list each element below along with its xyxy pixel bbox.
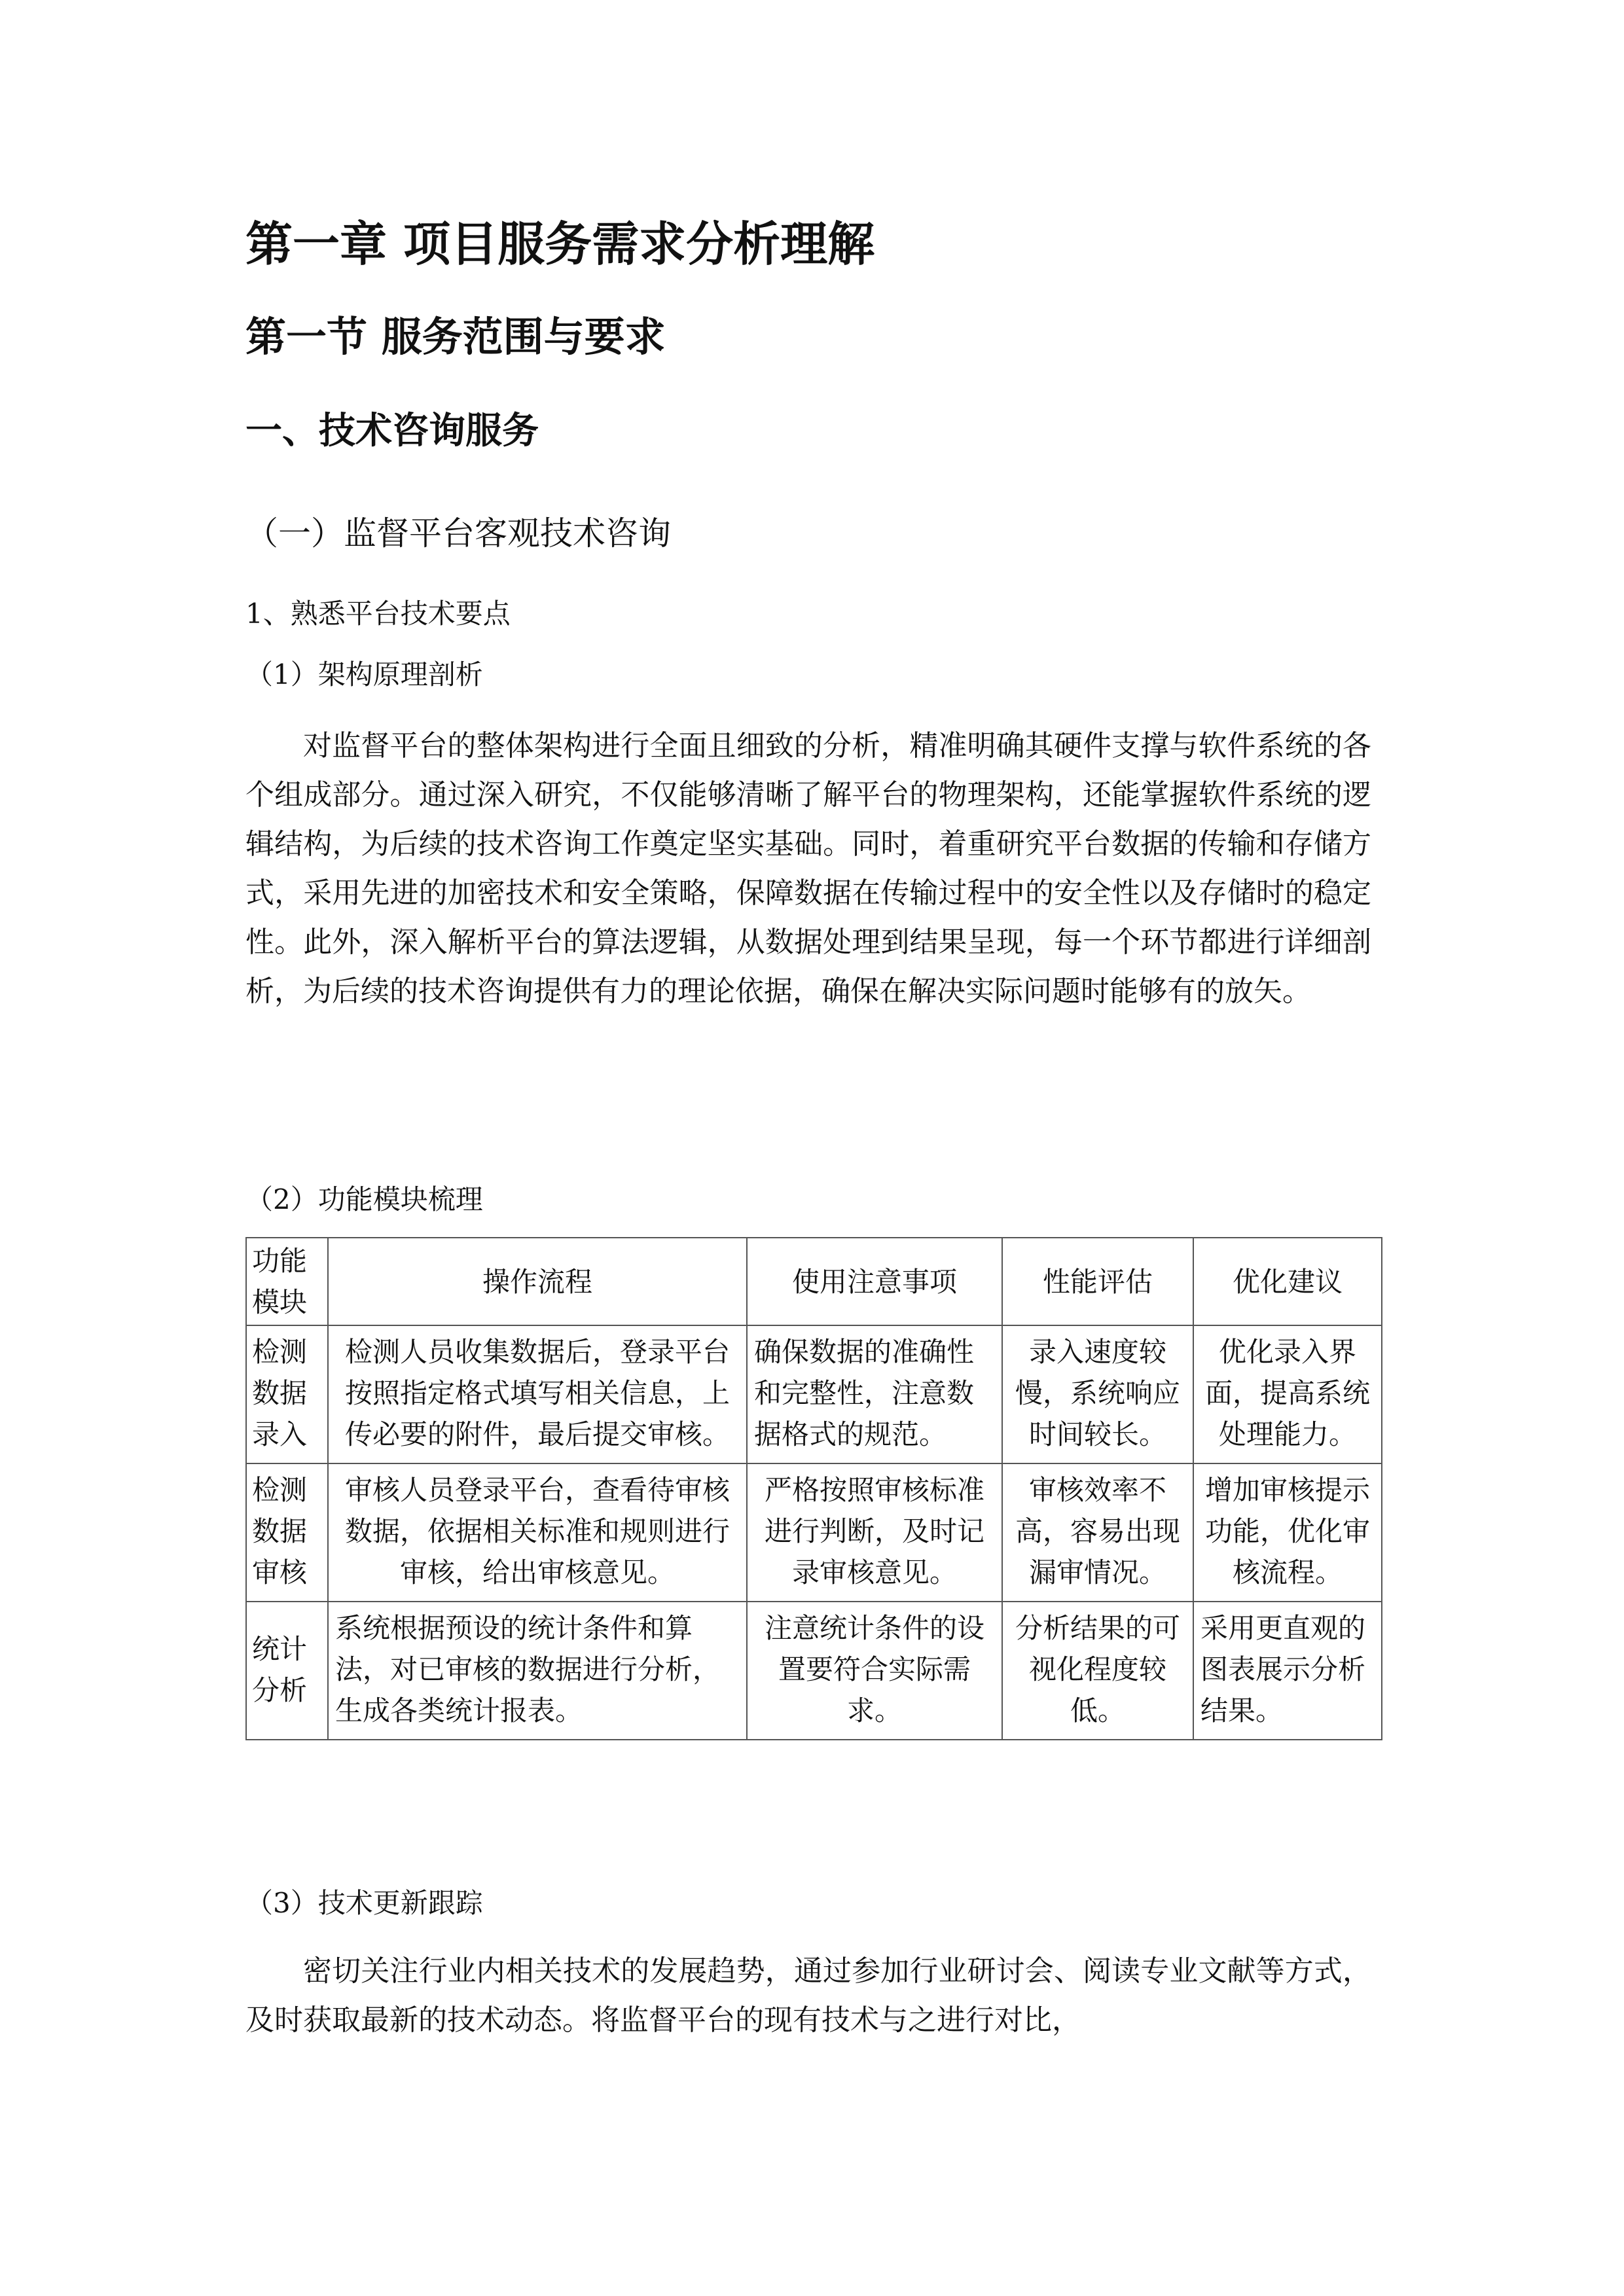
table-header-cell: 操作流程 [328, 1238, 747, 1325]
item-heading-architecture: （1）架构原理剖析 [245, 658, 483, 691]
table-cell: 分析结果的可视化程度较低。 [1002, 1602, 1193, 1740]
chapter-title: 第一章 项目服务需求分析理解 [245, 217, 875, 272]
table-header-cell: 功能模块 [246, 1238, 328, 1325]
table-cell: 审核效率不高，容易出现漏审情况。 [1002, 1463, 1193, 1602]
paragraph-architecture: 对监督平台的整体架构进行全面且细致的分析，精准明确其硬件支撑与软件系统的各个组成部分。通过深入研究，不仅能够清晰了解平台的物理架构，还能掌握软件系统的逻辑结构，为后续的技术咨询工作奠定坚实基础。同时，着重研究平台数据的传输和存储方式，采用先进的加密技术和安全策略，保障数据在传输过程中的安全性以及存储时的稳定性。此外，深入解析平台的算法逻辑，从数据处理到结果呈现，每一个环节都进行详细剖析，为后续的技术咨询提供有力的理论依据，确保在解决实际问题时能够有的放矢。 [245, 729, 1371, 1008]
table-cell: 注意统计条件的设置要符合实际需求。 [747, 1602, 1002, 1740]
table-cell: 优化录入界面，提高系统处理能力。 [1193, 1325, 1382, 1463]
table-header-cell: 性能评估 [1002, 1238, 1193, 1325]
table-cell: 检测数据录入 [246, 1325, 328, 1463]
table-header-cell: 使用注意事项 [747, 1238, 1002, 1325]
function-module-table [245, 1237, 1381, 1740]
table-cell: 统计分析 [246, 1602, 328, 1740]
table-cell: 增加审核提示功能，优化审核流程。 [1193, 1463, 1382, 1602]
item-heading-modules: （2）功能模块梳理 [245, 1183, 483, 1215]
table-row [246, 1602, 1382, 1740]
table-cell: 检测数据审核 [246, 1463, 328, 1602]
table-cell: 严格按照审核标准进行判断，及时记录审核意见。 [747, 1463, 1002, 1602]
table-cell: 审核人员登录平台，查看待审核数据，依据相关标准和规则进行审核，给出审核意见。 [328, 1463, 747, 1602]
table-cell: 检测人员收集数据后，登录平台按照指定格式填写相关信息，上传必要的附件，最后提交审核。 [328, 1325, 747, 1463]
subsection-title: （一）监督平台客观技术咨询 [245, 514, 671, 552]
table-cell: 采用更直观的图表展示分析结果。 [1193, 1602, 1382, 1740]
table-row [246, 1325, 1382, 1463]
section-title: 第一节 服务范围与要求 [245, 313, 666, 361]
table-row [246, 1463, 1382, 1602]
item-heading-tech-tracking: （3）技术更新跟踪 [245, 1887, 483, 1919]
table-header-cell: 优化建议 [1193, 1238, 1382, 1325]
part-title: 一、技术咨询服务 [245, 410, 539, 452]
table-header-row [246, 1238, 1382, 1325]
paragraph-tech-tracking: 密切关注行业内相关技术的发展趋势，通过参加行业研讨会、阅读专业文献等方式，及时获取最新的技术动态。将监督平台的现有技术与之进行对比， [245, 1954, 1371, 2037]
table-cell: 确保数据的准确性和完整性，注意数据格式的规范。 [747, 1325, 1002, 1463]
table-cell: 系统根据预设的统计条件和算法，对已审核的数据进行分析，生成各类统计报表。 [328, 1602, 747, 1740]
table-cell: 录入速度较慢，系统响应时间较长。 [1002, 1325, 1193, 1463]
item-heading-1: 1、熟悉平台技术要点 [245, 598, 511, 630]
